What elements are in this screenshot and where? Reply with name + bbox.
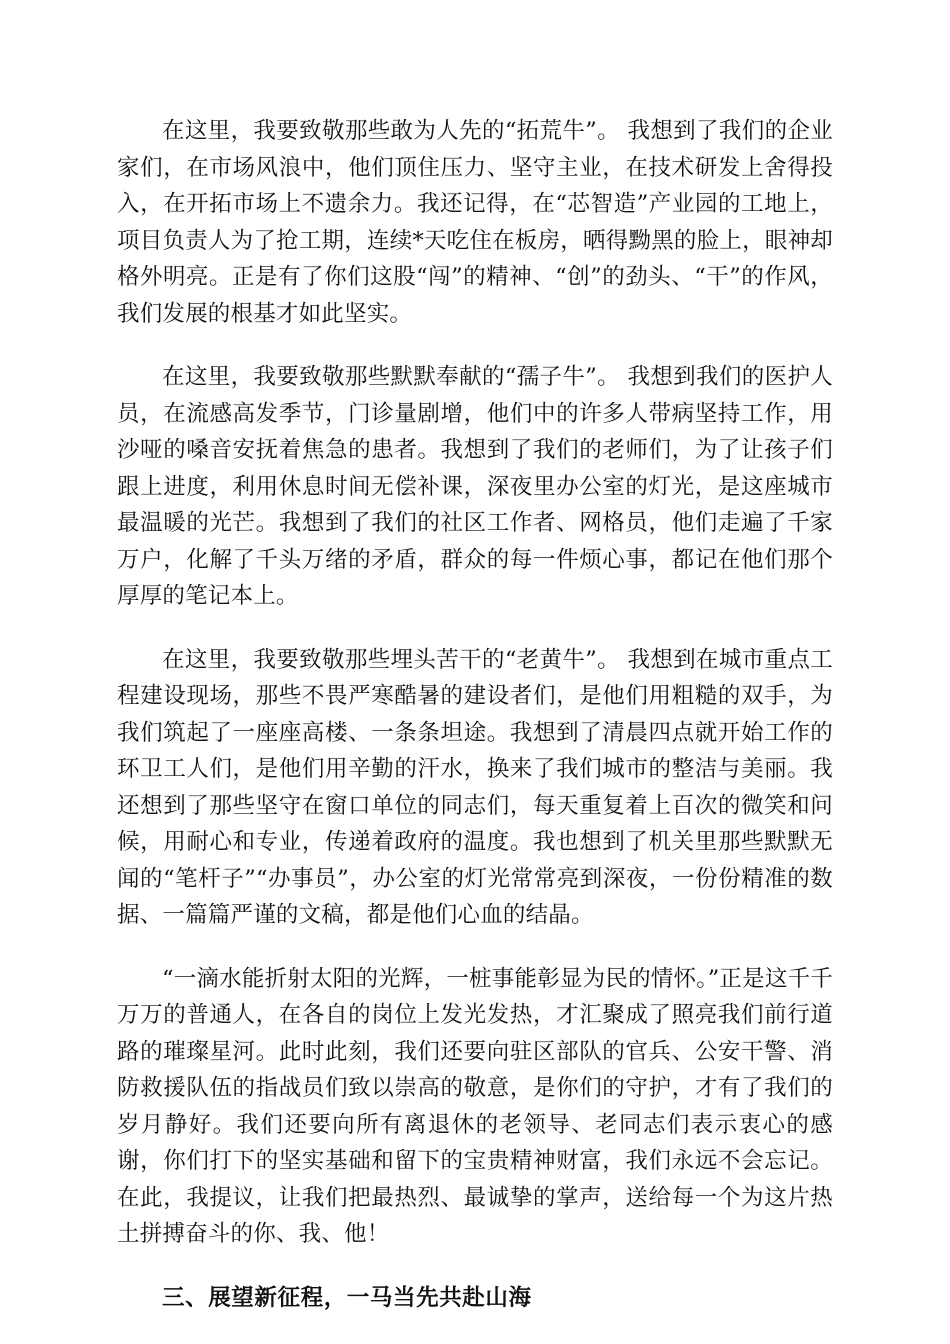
document-body [117, 113, 833, 1316]
paragraph-gap [117, 332, 833, 359]
paragraph-gap [117, 615, 833, 642]
paragraph-tribute: “一滴水能折射太阳的光辉，一桩事能彰显为民的情怀。”正是这千千万万的普通人，在各自的岗位上发光发热，才汇聚成了照亮我们前行道路的璀璨星河。此时此刻，我们还要向驻区部队的官兵、公安干警、消防救援队伍的指战员们致以崇高的敬意，是你们的守护，才有了我们的岁月静好。我们还要向所有离退休的老领导、老同志们表示衷心的感谢，你们打下的坚实基础和留下的宝贵精神财富，我们永远不会忘记。在此，我提议，让我们把最热烈、最诚挚的掌声，送给每一个为这片热土拼搏奋斗的你、我、他！ [117, 965, 833, 1247]
paragraph-gap [117, 1253, 833, 1280]
paragraph-hardworking-ox: 在这里，我要致敬那些埋头苦干的“老黄牛”。 我想到在城市重点工程建设现场，那些不畏严寒酷暑的建设者们，是他们用粗糙的双手，为我们筑起了一座座高楼、一条条坦途。我想到了清晨四点就开始工作的环卫工人们，是他们用辛勤的汗水，换来了我们城市的整洁与美丽。我还想到了那些坚守在窗口单位的同志们，每天重复着上百次的微笑和问候，用耐心和专业，传递着政府的温度。我也想到了机关里那些默默无闻的“笔杆子”“办事员”，办公室的灯光常常亮到深夜，一份份精准的数据、一篇篇严谨的文稿，都是他们心血的结晶。 [117, 646, 833, 928]
section-heading: 三、展望新征程，一马当先共赴山海 [162, 1284, 532, 1311]
paragraph-devoted-ox: 在这里，我要致敬那些默默奉献的“孺子牛”。 我想到我们的医护人员，在流感高发季节，门诊量剧增，他们中的许多人带病坚持工作，用沙哑的嗓音安抚着焦急的患者。我想到了我们的老师们，为了让孩子们跟上进度，利用休息时间无偿补课，深夜里办公室的灯光，是这座城市最温暖的光芒。我想到了我们的社区工作者、网格员，他们走遍了千家万户，化解了千头万绪的矛盾，群众的每一件烦心事，都记在他们那个厚厚的笔记本上。 [117, 364, 833, 609]
paragraph-gap [117, 934, 833, 961]
paragraph-pioneer-ox: 在这里，我要致敬那些敢为人先的“拓荒牛”。 我想到了我们的企业家们，在市场风浪中，他们顶住压力、坚守主业，在技术研发上舍得投入，在开拓市场上不遗余力。我还记得，在“芯智造”产业园的工地上，项目负责人为了抢工期，连续*天吃住在板房，晒得黝黑的脸上，眼神却格外明亮。正是有了你们这股“闯”的精神、“创”的劲头、“干”的作风，我们发展的根基才如此坚实。 [117, 118, 833, 327]
